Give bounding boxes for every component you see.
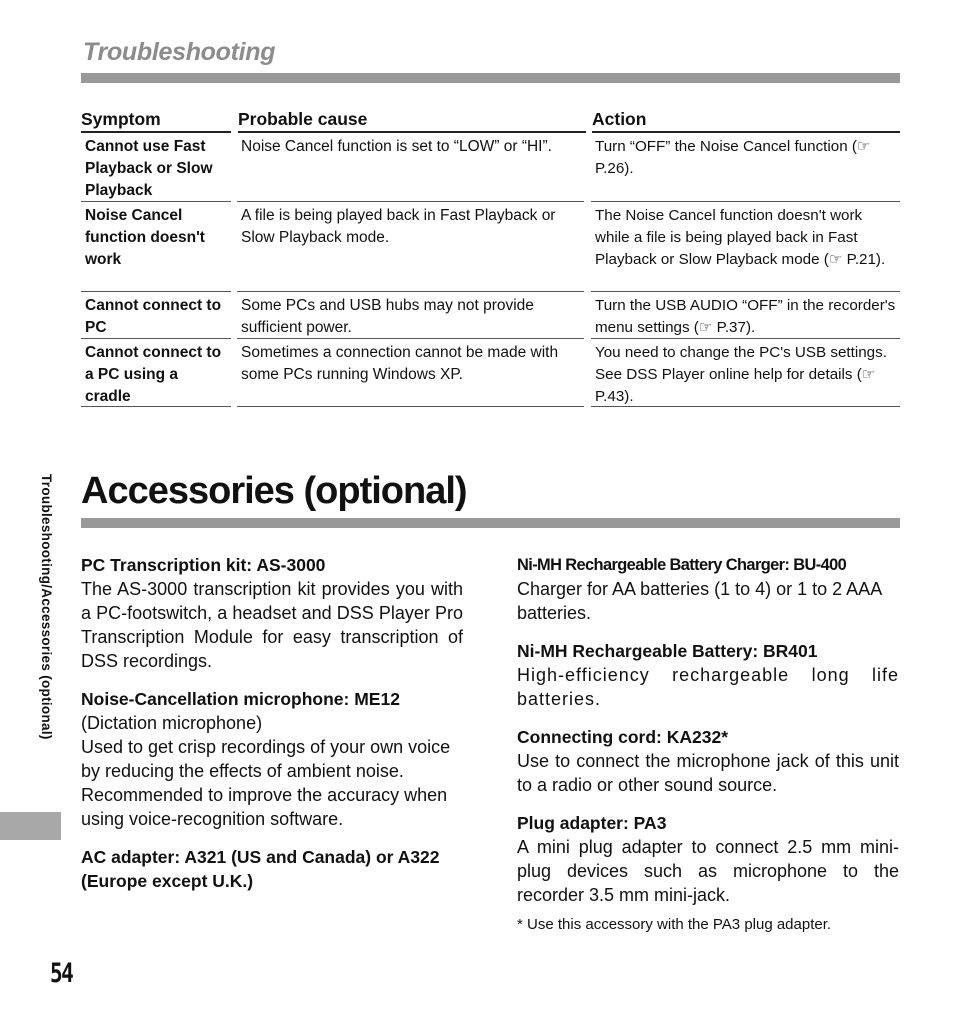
column-header-action: Action	[592, 107, 900, 133]
section-title-rule	[81, 73, 900, 83]
accessory-title: PC Transcription kit: AS-3000	[81, 555, 326, 575]
table-row	[81, 133, 900, 202]
accessory-description: Used to get crisp recordings of your own voice by reducing the effects of ambient noise. Recommended to improve the accuracy when using voice-recognition software.	[81, 737, 451, 829]
symptom-cell: Noise Cancel function doesn't work	[81, 202, 231, 292]
side-section-label: Troubleshooting/Accessories (optional)	[39, 474, 54, 740]
table-row	[81, 339, 900, 407]
cause-cell: Some PCs and USB hubs may not provide sufficient power.	[237, 292, 584, 339]
accessory-title: Connecting cord: KA232*	[517, 727, 728, 747]
table-row	[81, 292, 900, 339]
table-row	[81, 202, 900, 292]
page-title-rule	[81, 518, 900, 528]
accessory-description: A mini plug adapter to connect 2.5 mm mini-plug devices such as microphone to the recorder 3.5 mm mini-jack.	[517, 837, 899, 905]
section-title: Troubleshooting	[83, 38, 276, 66]
cause-cell: A file is being played back in Fast Playback or Slow Playback mode.	[237, 202, 584, 292]
footnote: * Use this accessory with the PA3 plug adapter.	[517, 916, 832, 933]
page-title: Accessories (optional)	[81, 470, 467, 512]
table-header	[81, 107, 900, 133]
action-cell: The Noise Cancel function doesn't work while a file is being played back in Fast Playback or Slow Playback mode (☞ P.21).	[591, 202, 900, 292]
accessory-item	[81, 553, 463, 673]
cause-cell: Noise Cancel function is set to “LOW” or “HI”.	[237, 133, 584, 202]
column-header-cause: Probable cause	[238, 107, 586, 133]
accessory-title: Ni-MH Rechargeable Battery Charger: BU-400	[517, 556, 847, 574]
accessories-right-column	[517, 553, 899, 935]
accessory-item	[517, 553, 899, 625]
accessory-description: High-efficiency rechargeable long life batteries.	[517, 665, 899, 709]
accessory-title: AC adapter: A321 (US and Canada) or A322 (Europe except U.K.)	[81, 847, 440, 891]
accessories-left-column	[81, 553, 463, 907]
action-cell: You need to change the PC's USB settings. See DSS Player online help for details (☞ P.43).	[591, 339, 900, 407]
symptom-cell: Cannot connect to a PC using a cradle	[81, 339, 231, 407]
accessory-item	[517, 811, 899, 907]
accessory-title: Noise-Cancellation microphone: ME12	[81, 689, 400, 709]
accessory-item	[517, 725, 899, 797]
symptom-cell: Cannot connect to PC	[81, 292, 231, 339]
accessory-title: Ni-MH Rechargeable Battery: BR401	[517, 641, 818, 661]
accessory-title: Plug adapter: PA3	[517, 813, 667, 833]
accessory-item	[517, 639, 899, 711]
page-number: 54	[50, 958, 73, 989]
accessory-description: Use to connect the microphone jack of this unit to a radio or other sound source.	[517, 751, 899, 795]
column-header-symptom: Symptom	[81, 107, 231, 133]
action-cell: Turn the USB AUDIO “OFF” in the recorder's menu settings (☞ P.37).	[591, 292, 900, 339]
accessory-description: Charger for AA batteries (1 to 4) or 1 to 2 AAA batteries.	[517, 579, 882, 623]
troubleshooting-table	[81, 107, 900, 407]
accessory-item	[81, 845, 463, 893]
accessory-description: The AS-3000 transcription kit provides you with a PC-footswitch, a headset and DSS Player Pro Transcription Module for easy transcription of DSS recordings.	[81, 579, 463, 671]
accessory-item	[81, 687, 463, 831]
symptom-cell: Cannot use Fast Playback or Slow Playback	[81, 133, 231, 202]
accessory-subtitle: (Dictation microphone)	[81, 713, 263, 733]
action-cell: Turn “OFF” the Noise Cancel function (☞ P.26).	[591, 133, 900, 202]
side-tab-marker	[0, 812, 61, 840]
cause-cell: Sometimes a connection cannot be made with some PCs running Windows XP.	[237, 339, 584, 407]
